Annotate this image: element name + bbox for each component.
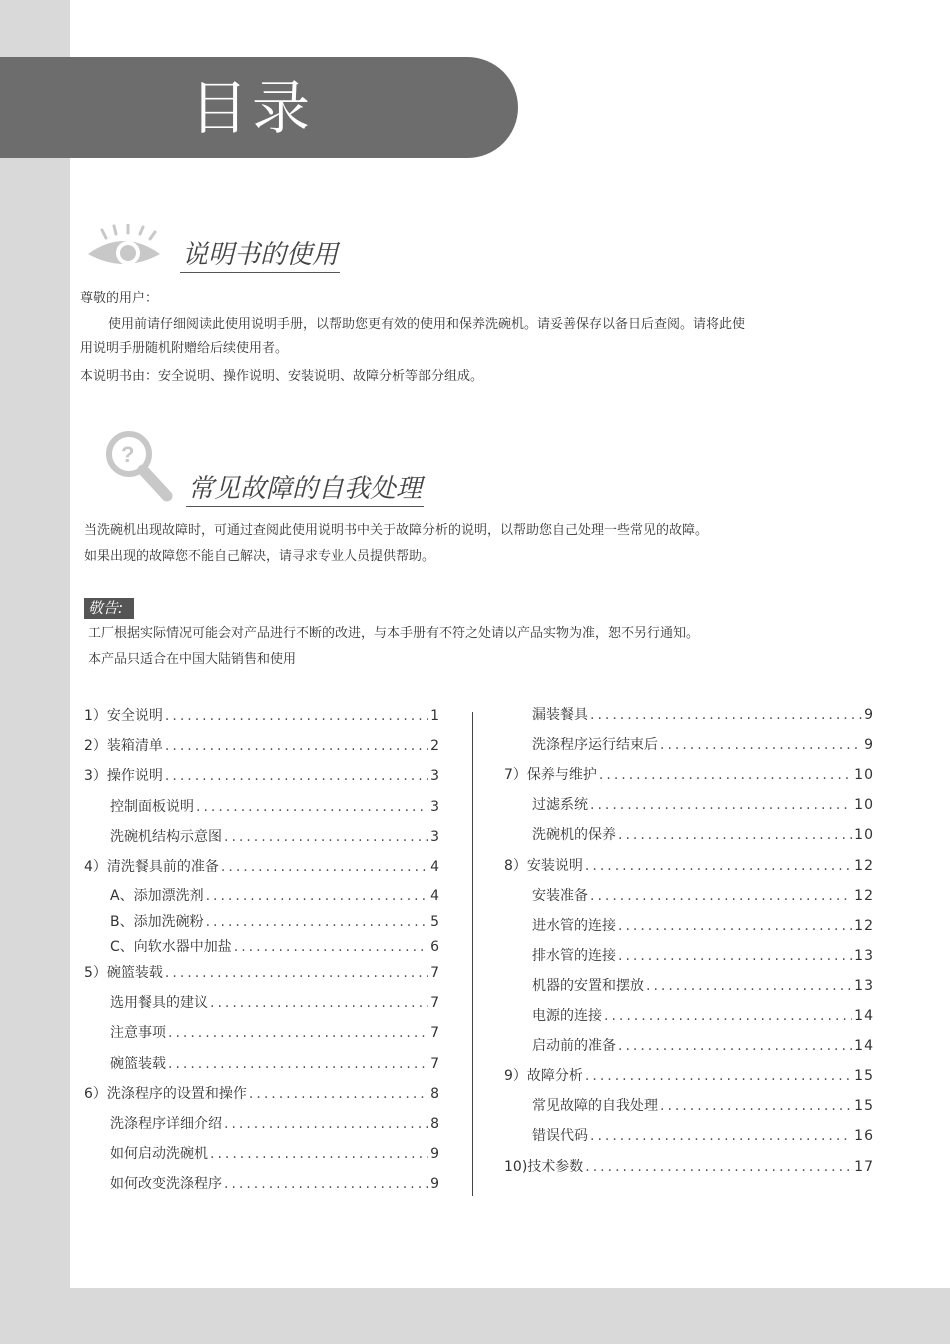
toc-leader-dots [224,1174,428,1194]
toc-leader-dots [618,916,852,936]
svg-text:?: ? [121,442,135,467]
toc-entry-page: 10 [854,767,874,784]
troubleshooting-line2: 如果出现的故障您不能自己解决，请寻求专业人员提供帮助。 [84,549,436,564]
toc-leader-dots [590,705,862,725]
toc-entry [110,993,440,1013]
toc-entry [532,825,874,845]
toc-entry [532,1126,874,1146]
toc-entry-page: 3 [430,828,440,845]
toc-entry-page: 8 [430,1116,440,1132]
eye-icon [84,224,164,280]
toc-entry-label: 洗涤程序运行结束后 [532,737,658,754]
toc-entry-page: 8 [430,1085,440,1102]
toc-entry [504,1066,874,1086]
toc-entry [532,705,874,725]
toc-entry-label: 8）安装说明 [504,857,583,874]
toc-entry-label: C、向软水器中加盐 [110,939,232,955]
left-margin-strip [0,0,70,1344]
toc-leader-dots [168,1054,428,1074]
toc-leader-dots [234,937,428,957]
toc-entry-label: 控制面板说明 [110,798,194,815]
toc-entry-page: 14 [854,1008,874,1024]
toc-entry-label: 注意事项 [110,1025,166,1042]
section-heading-troubleshooting: 常见故障的自我处理 [186,474,424,507]
toc-leader-dots [168,1023,428,1043]
toc-entry-page: 14 [854,1038,874,1055]
toc-entry-page: 9 [864,737,874,754]
toc-entry [504,856,874,876]
toc-entry-page: 15 [854,1068,874,1085]
toc-entry-label: B、添加洗碗粉 [110,913,204,930]
toc-entry-page: 12 [854,857,874,874]
toc-entry-label: 3）操作说明 [84,768,163,785]
toc-entry-label: A、添加漂洗剂 [110,888,204,904]
toc-entry [84,736,440,756]
toc-leader-dots [206,886,429,906]
toc-entry-page: 6 [430,939,440,955]
toc-entry-label: 安装准备 [532,887,588,904]
toc-leader-dots [646,976,852,996]
toc-entry [532,735,874,755]
toc-entry-label: 机器的安置和摆放 [532,977,644,994]
magnifier-question-icon [103,428,175,508]
toc-entry-page: 7 [430,995,440,1012]
toc-entry [504,1157,874,1177]
toc-column-divider [472,712,473,1196]
toc-entry-label: 如何启动洗碗机 [110,1146,208,1163]
toc-leader-dots [585,856,852,876]
toc-entry [110,1174,440,1194]
page-title: 目录 [190,74,315,142]
bottom-margin-strip [0,1288,950,1344]
toc-entry [110,912,440,932]
toc-entry-page: 12 [854,887,874,904]
greeting-text: 尊敬的用户： [80,291,159,306]
toc-entry [532,1036,874,1056]
toc-leader-dots [599,765,852,785]
toc-entry [532,946,874,966]
toc-entry [84,963,440,983]
toc-entry [110,1023,440,1043]
warning-label: 敬告: [84,598,134,619]
toc-entry-page: 4 [430,888,440,904]
toc-leader-dots [165,706,428,726]
toc-entry-label: 10)技术参数 [504,1158,584,1175]
toc-entry-page: 9 [430,1176,440,1193]
toc-entry [110,1054,440,1074]
toc-entry-page: 5 [430,913,440,930]
toc-entry-page: 16 [854,1128,874,1145]
toc-entry-page: 15 [854,1098,874,1115]
toc-entry-label: 进水管的连接 [532,917,616,934]
toc-leader-dots [224,1114,428,1134]
manual-usage-paragraph-line2: 用说明手册随机附赠给后续使用者。 [80,341,289,356]
toc-entry-page: 3 [430,798,440,815]
toc-entry-label: 4）清洗餐具前的准备 [84,859,219,875]
toc-entry [110,827,440,847]
toc-entry-label: 6）洗涤程序的设置和操作 [84,1085,247,1102]
toc-leader-dots [224,827,428,847]
toc-leader-dots [618,825,852,845]
toc-leader-dots [165,963,428,983]
toc-entry-page: 13 [854,977,874,994]
toc-entry-page: 10 [854,797,874,814]
manual-usage-paragraph-line1: 使用前请仔细阅读此使用说明手册，以帮助您更有效的使用和保养洗碗机。请妥善保存以备日后查阅。请将此使 [108,317,746,332]
toc-entry-label: 漏装餐具 [532,707,588,723]
toc-leader-dots [585,1066,852,1086]
toc-leader-dots [249,1084,428,1104]
toc-entry [532,976,874,996]
toc-leader-dots [618,1036,852,1056]
toc-entry-page: 9 [864,707,874,723]
warning-line1: 工厂根据实际情况可能会对产品进行不断的改进，与本手册有不符之处请以产品实物为准，恕不另行通知。 [88,626,700,641]
toc-entry [532,1006,874,1026]
toc-leader-dots [221,857,428,877]
section-heading-manual-usage: 说明书的使用 [180,240,340,273]
toc-entry-label: 洗涤程序详细介绍 [110,1116,222,1132]
toc-leader-dots [196,797,428,817]
toc-entry [110,1144,440,1164]
toc-entry-label: 7）保养与维护 [504,767,597,784]
toc-entry [532,795,874,815]
toc-entry [110,886,440,906]
toc-entry-label: 电源的连接 [532,1008,602,1024]
toc-entry-page: 17 [854,1158,874,1175]
toc-entry-label: 碗篮装载 [110,1055,166,1072]
toc-entry [110,937,440,957]
toc-entry-label: 如何改变洗涤程序 [110,1176,222,1193]
toc-entry [84,857,440,877]
toc-entry-label: 启动前的准备 [532,1038,616,1055]
toc-entry-label: 排水管的连接 [532,947,616,964]
toc-entry-page: 7 [430,1025,440,1042]
toc-leader-dots [165,736,428,756]
toc-entry-page: 7 [430,1055,440,1072]
warning-line2: 本产品只适合在中国大陆销售和使用 [88,652,297,667]
toc-leader-dots [206,912,428,932]
toc-leader-dots [590,795,852,815]
toc-entry-page: 2 [430,738,440,755]
toc-leader-dots [660,735,862,755]
toc-entry [110,797,440,817]
toc-entry-page: 1 [430,708,440,724]
toc-entry [84,706,440,726]
toc-entry-label: 1）安全说明 [84,708,163,724]
toc-entry [110,1114,440,1134]
toc-entry [504,765,874,785]
manual-composition-text: 本说明书由：安全说明、操作说明、安装说明、故障分析等部分组成。 [80,369,484,384]
toc-leader-dots [585,1157,852,1177]
toc-entry-label: 2）装箱清单 [84,738,163,755]
toc-leader-dots [210,993,428,1013]
toc-leader-dots [590,1126,852,1146]
toc-leader-dots [210,1144,428,1164]
troubleshooting-line1: 当洗碗机出现故障时，可通过查阅此使用说明书中关于故障分析的说明，以帮助您自己处理一些常见的故障。 [84,523,709,538]
toc-entry [532,886,874,906]
toc-leader-dots [590,886,852,906]
toc-leader-dots [660,1096,852,1116]
toc-entry-page: 9 [430,1146,440,1163]
toc-leader-dots [165,766,428,786]
toc-entry [84,766,440,786]
toc-entry-label: 5）碗篮装载 [84,965,163,981]
toc-entry-page: 12 [854,917,874,934]
toc-entry [84,1084,440,1104]
toc-entry-page: 4 [430,859,440,875]
toc-entry-label: 常见故障的自我处理 [532,1098,658,1115]
toc-entry [532,916,874,936]
toc-entry-label: 错误代码 [532,1128,588,1145]
toc-entry-label: 选用餐具的建议 [110,995,208,1012]
toc-entry-page: 10 [854,827,874,844]
toc-leader-dots [604,1006,852,1026]
toc-entry-label: 洗碗机结构示意图 [110,828,222,845]
toc-leader-dots [618,946,852,966]
toc-entry-label: 9）故障分析 [504,1068,583,1085]
toc-entry-label: 洗碗机的保养 [532,827,616,844]
toc-entry [532,1096,874,1116]
toc-entry-page: 7 [430,965,440,981]
toc-entry-page: 13 [854,947,874,964]
toc-entry-label: 过滤系统 [532,797,588,814]
toc-entry-page: 3 [430,768,440,785]
